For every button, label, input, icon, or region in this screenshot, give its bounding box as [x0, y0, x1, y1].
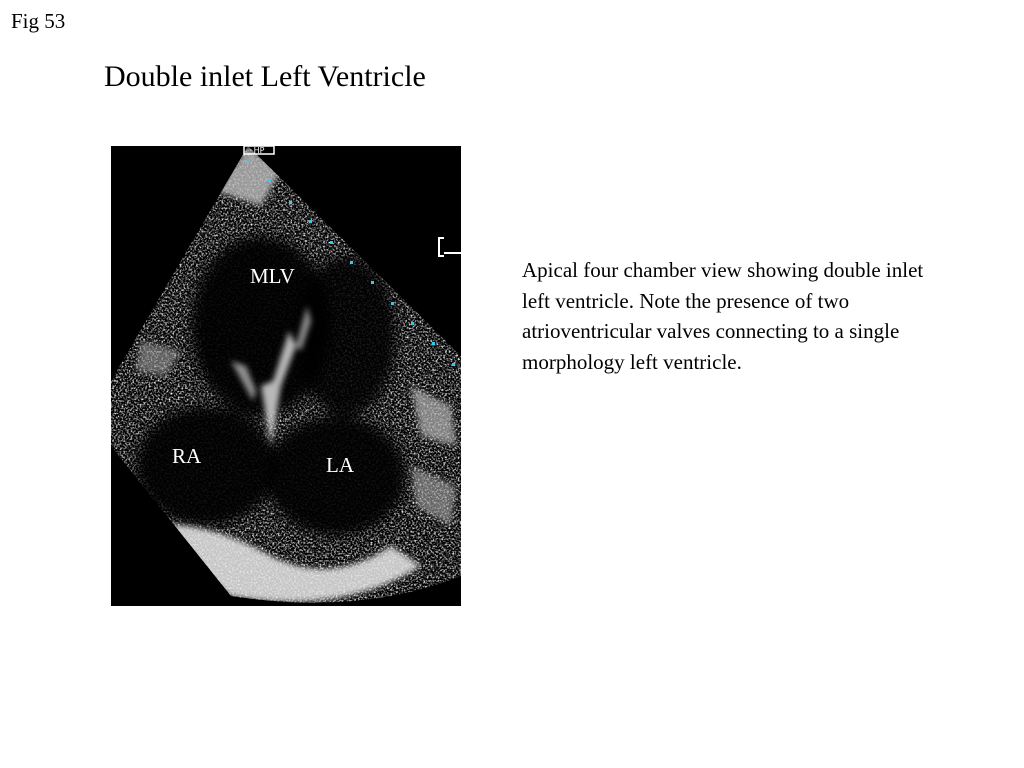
label-mlv: MLV: [250, 264, 295, 288]
echocardiogram-image: [111, 146, 461, 606]
focus-bracket-icon: [439, 238, 461, 256]
label-ra: RA: [172, 444, 202, 468]
figure-description: Apical four chamber view showing double inlet left ventricle. Note the presence of two atrioventricular valves connecting to a single morphology left ventricle.: [522, 258, 924, 374]
ultrasound-sector: [111, 146, 461, 606]
label-la: LA: [326, 453, 354, 477]
svg-text:HP: HP: [253, 146, 265, 155]
figure-number: Fig 53: [11, 9, 66, 33]
slide-title: Double inlet Left Ventricle: [104, 60, 426, 93]
